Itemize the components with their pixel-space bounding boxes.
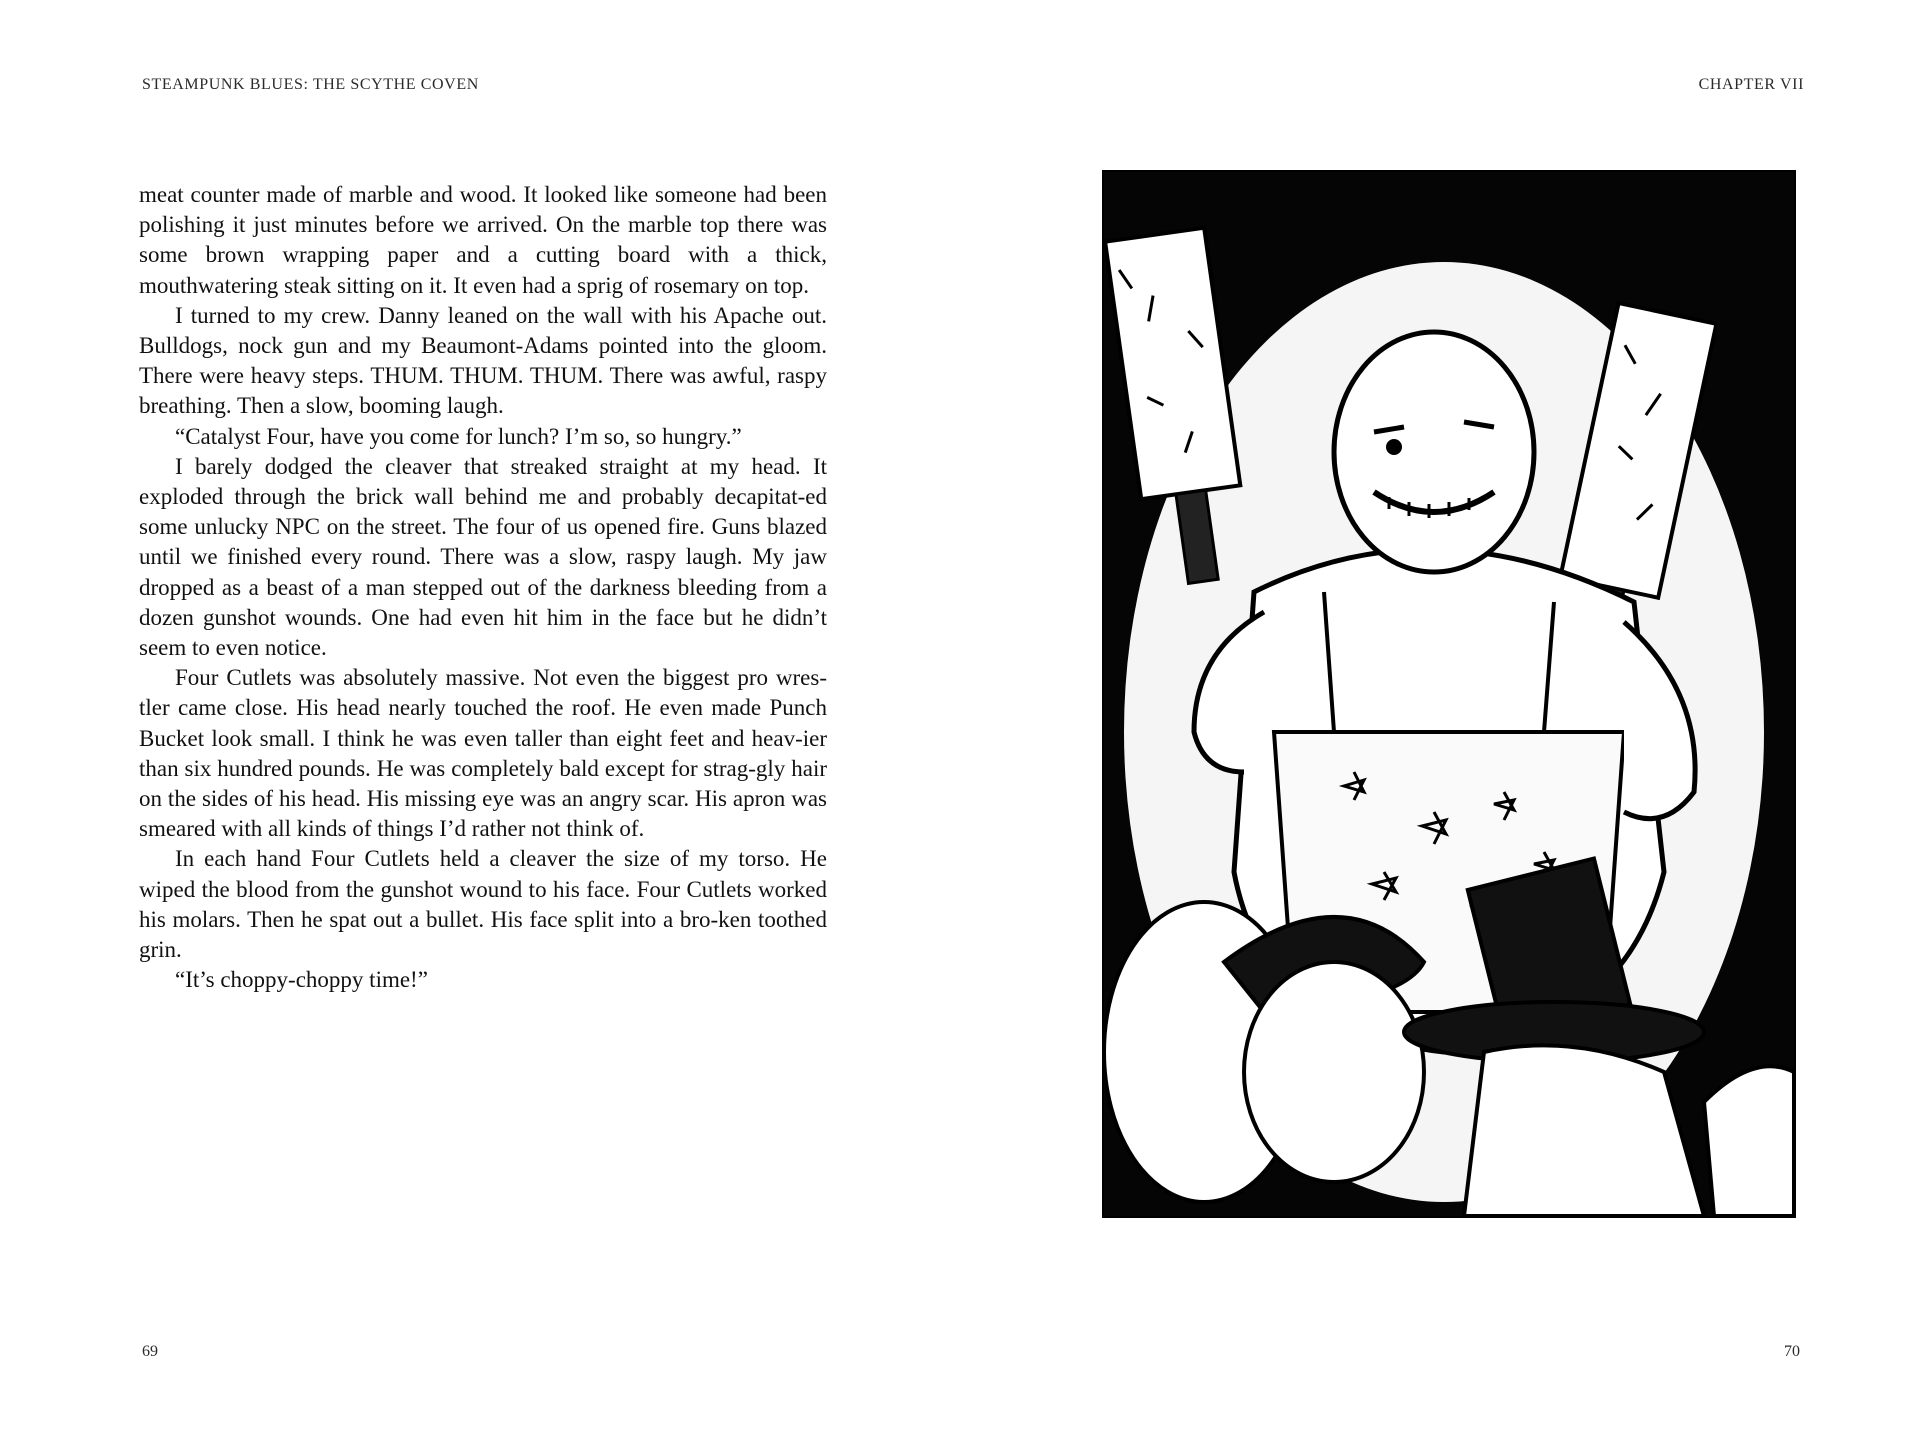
paragraph: meat counter made of marble and wood. It looked like someone had been polishing it just minutes before we arrived. On the marble top there was some brown wrapping paper and a cutting board with a thick, mouthwatering steak sitting on it. It even had a sprig of rosemary on top.: [139, 182, 827, 298]
paragraph: I turned to my crew. Danny leaned on the wall with his Apache out. Bulldogs, nock gun and my Beaumont-Adams pointed into the gloom. There were heavy steps. THUM. THUM. THUM. There was awful, raspy breathing. Then a slow, booming laugh.: [139, 302, 827, 419]
paragraph: “It’s choppy-choppy time!”: [175, 967, 428, 993]
page-number-left: 69: [142, 1343, 158, 1360]
running-head-title: STEAMPUNK BLUES: THE SCYTHE COVEN: [142, 76, 479, 93]
paragraph: I barely dodged the cleaver that streaked straight at my head. It exploded through the brick wall behind me and probably decapitat-ed some unlucky NPC on the street. The four of us opened fire. Guns blazed until we finished every round. There was a slow, raspy laugh. My jaw dropped as a beast of a man stepped out of the darkness bleeding from a dozen gunshot wounds. One had even hit him in the face but he didn’t seem to even notice.: [139, 453, 827, 661]
butcher-illustration: [1102, 170, 1796, 1218]
page-number-right: 70: [1784, 1343, 1800, 1360]
paragraph: “Catalyst Four, have you come for lunch? I’m so, so hungry.”: [175, 423, 742, 449]
body-text: [139, 180, 827, 995]
paragraph: In each hand Four Cutlets held a cleaver the size of my torso. He wiped the blood from the gunshot wound to his face. Four Cutlets worked his molars. Then he spat out a bullet. His face split into a bro-ken toothed grin.: [139, 846, 827, 963]
right-page: [960, 0, 1920, 1440]
paragraph: Four Cutlets was absolutely massive. Not even the biggest pro wres-tler came close. His head nearly touched the roof. He even made Punch Bucket look small. I think he was even taller than eight feet and heav-ier than six hundred pounds. He was completely bald except for strag-gly hair on the sides of his head. His missing eye was an angry scar. His apron was smeared with all kinds of things I’d rather not think of.: [139, 665, 827, 842]
illustration-drawing: [1104, 172, 1794, 1216]
running-head-chapter: CHAPTER VII: [1698, 76, 1804, 93]
